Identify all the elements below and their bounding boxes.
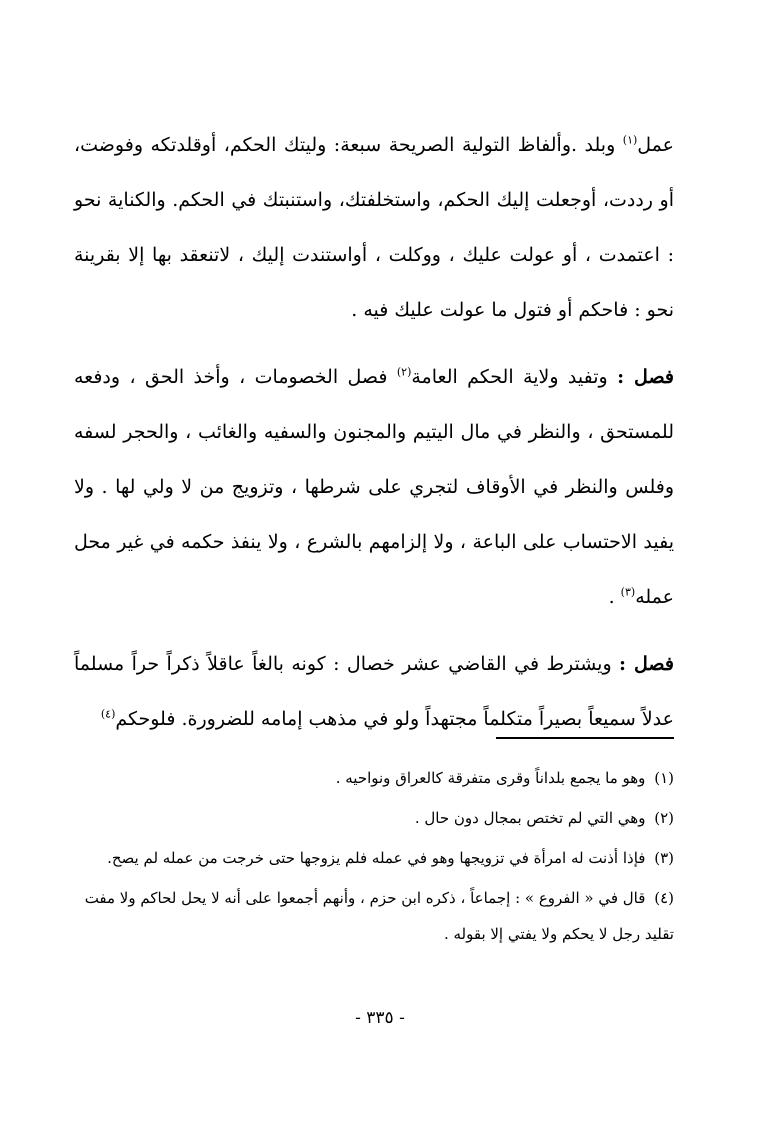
footnote-ref-1[interactable]: (١) [622,133,638,147]
main-text [74,118,674,747]
footnote-number: (٣) [654,849,674,867]
footnote-ref-2[interactable]: (٢) [396,365,412,379]
paragraph-2-text-b: فصل الخصومات ، وأخذ الحق ، ودفعه للمستحق ، والنظر في مال اليتيم والمجنون والسفيه والغائب ، والحجر لسفه وفلس والنظر في الأوقاف لتجري على شرطها ، وتزويج من لا ولي لها . ولا يفيد الاحتساب على الباعة ، ولا إلزامهم بالشرع ، ولا ينفذ حكمه في غير محل عمله [74,366,674,608]
section-keyword: فصل : [619,653,674,675]
paragraph-1 [74,118,674,338]
footnote-text: وهي التي لم تختص بمجال دون حال . [414,809,646,827]
footnote-divider [496,737,674,739]
footnote-text: وهو ما يجمع بلداناً وقرى متفرقة كالعراق ونواحيه . [335,769,646,787]
footnote-number: (٤) [654,889,674,907]
paragraph-3 [74,637,674,747]
footnote-text: قال في « الفروع » : إجماعاً ، ذكره ابن حزم ، وأنهم أجمعوا على أنه لا يحل لحاكم ولا مفت تقليد رجل لا يحكم ولا يفتي إلا بقوله . [84,889,674,943]
footnote-number: (٢) [654,809,674,827]
page-number: - ٣٣٥ - [355,1008,405,1028]
paragraph-2-end: . [608,586,621,608]
paragraph-2-text-a: وتفيد ولاية الحكم العامة [411,366,618,388]
footnote-4 [74,880,674,952]
footnote-2 [74,800,674,836]
footnote-text: فإذا أذنت له امرأة في تزويجها وهو في عمله فلم يزوجها حتى خرجت من عمله لم يصح. [107,849,646,867]
paragraph-1-text: وبلد .وألفاظ التولية الصريحة سبعة: وليتك الحكم، أوقلدتكه وفوضت، أو رددت، أوجعلت إليك الحكم، واستخلفتك، واستنبتك في الحكم. والكناية نحو : اعتمدت ، أو عولت عليك ، ووكلت ، أواستندت إليك ، لاتنعقد بها إلا بقرينة نحو : فاحكم أو فتول ما عولت عليك فيه . [74,134,674,321]
footnote-ref-3[interactable]: (٣) [620,585,636,599]
footnote-3 [74,840,674,876]
footnote-ref-4[interactable]: (٤) [100,707,116,721]
paragraph-2 [74,350,674,625]
footnote-1 [74,760,674,796]
paragraph-3-text: ويشترط في القاضي عشر خصال : كونه بالغاً عاقلاً ذكراً حراً مسلماً عدلاً سميعاً بصيراً متكلماً مجتهداً ولو في مذهب إمامه للضرورة. فلوحكم [74,653,674,730]
footnotes [74,760,674,952]
footnote-number: (١) [654,769,674,787]
paragraph-1-lead: عمل [637,134,674,156]
section-keyword: فصل : [617,366,675,388]
